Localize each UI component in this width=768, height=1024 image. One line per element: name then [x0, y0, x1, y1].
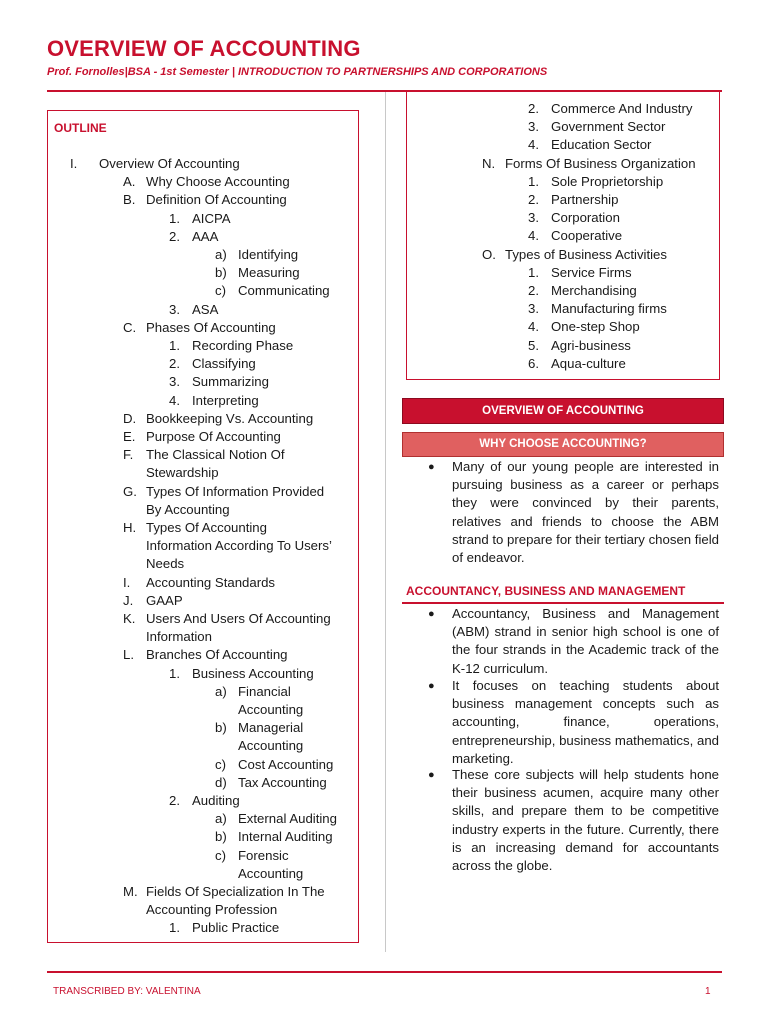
outline-item	[169, 392, 259, 410]
outline-item-marker: c)	[215, 283, 226, 299]
outline-continued-item-text: Types of Business Activities	[505, 246, 667, 262]
outline-continued-item-text: One-step Shop	[551, 319, 640, 335]
bullet-dot: ●	[428, 680, 435, 692]
outline-item-marker: d)	[215, 774, 227, 790]
outline-item	[123, 173, 290, 191]
outline-item-text: Accounting	[238, 738, 304, 754]
abm-bullet: These core subjects will help students hone their business acumen, acquire many other skills, and prepare them to be competitive industry experts in the future. Currently, there is an increasing demand for accountants across the globe.	[452, 767, 719, 874]
outline-item-marker: B.	[123, 192, 136, 208]
outline-item-text: The Classical Notion Of	[146, 447, 285, 463]
outline-item-marker: c)	[215, 756, 226, 772]
outline-continued-item-marker: 2.	[528, 192, 539, 207]
abm-heading: ACCOUNTANCY, BUSINESS AND MANAGEMENT	[406, 584, 686, 598]
outline-item-text: ASA	[192, 301, 219, 317]
outline-item-marker: a)	[215, 683, 227, 699]
outline-item-marker: 2.	[169, 356, 180, 372]
outline-item-text: Branches Of Accounting	[146, 647, 288, 663]
outline-item	[238, 865, 303, 883]
section-subtitle-bar: WHY CHOOSE ACCOUNTING?	[402, 432, 724, 457]
outline-item-text: Bookkeeping Vs. Accounting	[146, 410, 314, 426]
footer-rule	[47, 971, 722, 973]
outline-item-text: Tax Accounting	[238, 774, 327, 790]
outline-item	[123, 446, 285, 464]
outline-continued-item	[528, 355, 626, 373]
outline-item	[123, 610, 331, 628]
outline-item-marker: I.	[70, 156, 78, 171]
outline-item-text: Purpose Of Accounting	[146, 429, 281, 444]
outline-continued-item-marker: 4.	[528, 319, 539, 335]
outline-item	[123, 483, 325, 501]
outline-item-marker: c)	[215, 847, 226, 863]
outline-item-text: External Auditing	[238, 811, 337, 827]
outline-item-text: Classifying	[192, 356, 256, 372]
outline-item	[146, 555, 184, 573]
outline-item-text: Internal Auditing	[238, 829, 333, 845]
outline-item	[238, 737, 303, 755]
outline-item	[123, 574, 276, 592]
outline-item-marker: 1.	[169, 338, 180, 353]
outline-continued-item-marker: 2.	[528, 283, 539, 298]
outline-item	[123, 319, 276, 337]
outline-item	[123, 883, 325, 901]
outline-continued-item-marker: O.	[482, 246, 496, 262]
outline-continued-item-marker: 2.	[528, 101, 539, 116]
outline-item-marker: 2.	[169, 793, 180, 808]
outline-item	[215, 756, 334, 774]
outline-item-text: GAAP	[146, 592, 183, 608]
outline-item-marker: b)	[215, 265, 227, 281]
outline-item-text: Accounting	[238, 702, 304, 717]
outline-item-text: Needs	[146, 556, 185, 572]
outline-item	[146, 901, 277, 919]
outline-item-text: Cost Accounting	[238, 756, 334, 772]
outline-continued-item	[528, 282, 637, 300]
outline-item-marker: 3.	[169, 374, 180, 390]
outline-continued-item	[482, 155, 696, 173]
outline-continued-item-marker: 5.	[528, 337, 539, 353]
outline-item-text: Auditing	[192, 793, 240, 808]
outline-item-marker: I.	[123, 574, 131, 590]
outline-continued-item	[482, 246, 667, 264]
outline-continued-item	[528, 318, 640, 336]
outline-item-text: Business Accounting	[192, 665, 314, 681]
outline-item-text: Users And Users Of Accounting	[146, 611, 331, 626]
outline-item	[169, 355, 256, 373]
outline-item-marker: 3.	[169, 301, 180, 317]
outline-continued-item-text: Service Firms	[551, 264, 632, 280]
outline-item	[169, 665, 314, 683]
outline-item-marker: H.	[123, 520, 137, 535]
outline-item-marker: b)	[215, 829, 227, 845]
outline-item	[123, 592, 183, 610]
outline-item	[215, 828, 333, 846]
outline-item-text: Interpreting	[192, 392, 259, 408]
outline-item-text: Accounting Profession	[146, 902, 278, 918]
outline-heading: OUTLINE	[54, 121, 107, 135]
outline-item-text: Forensic	[238, 847, 289, 863]
outline-continued-item	[528, 300, 667, 318]
outline-continued-item	[528, 264, 632, 282]
outline-item	[123, 428, 281, 446]
outline-continued-item-marker: 4.	[528, 228, 539, 244]
outline-item	[169, 792, 240, 810]
outline-continued-item	[528, 337, 631, 355]
outline-item-text: Phases Of Accounting	[146, 319, 276, 335]
outline-item-text: Measuring	[238, 265, 300, 281]
bullet-dot: ●	[428, 461, 435, 473]
outline-continued-item-text: Merchandising	[551, 283, 637, 298]
outline-item-text: AAA	[192, 228, 219, 244]
outline-item-marker: F.	[123, 447, 134, 463]
outline-continued-item	[528, 191, 619, 209]
outline-item	[70, 155, 240, 173]
column-divider	[385, 92, 386, 952]
outline-continued-item-marker: 4.	[528, 137, 539, 153]
outline-item-marker: 4.	[169, 392, 180, 408]
outline-item-text: Accounting Standards	[146, 574, 276, 590]
outline-item	[215, 282, 330, 300]
outline-item-text: Information According To Users’	[146, 538, 332, 554]
outline-item-text: Types Of Accounting	[146, 520, 267, 535]
why-bullet: Many of our young people are interested in pursuing business as a career or perhaps they were convinced by their parents, relatives and friends to choose the ABM strand to prepare for their tertiary chosen field of endeavor.	[452, 459, 719, 566]
abm-bullet: Accountancy, Business and Management (ABM) strand in senior high school is one of the four strands in the Academic track of the K-12 curriculum.	[452, 606, 719, 676]
outline-item	[169, 210, 231, 228]
outline-item-text: Recording Phase	[192, 338, 294, 353]
outline-item-marker: a)	[215, 811, 227, 827]
outline-continued-item-marker: 1.	[528, 264, 539, 280]
outline-item-marker: b)	[215, 720, 227, 736]
outline-item	[123, 191, 287, 209]
outline-item-marker: a)	[215, 247, 227, 262]
outline-continued-item	[528, 118, 666, 136]
outline-continued-item-text: Partnership	[551, 192, 619, 207]
footer-transcriber: TRANSCRIBED BY: VALENTINA	[53, 986, 201, 997]
outline-item-text: Public Practice	[192, 920, 280, 936]
outline-item	[215, 847, 289, 865]
outline-continued-item-text: Aqua-culture	[551, 355, 626, 371]
abm-heading-rule	[402, 602, 724, 604]
outline-item	[215, 719, 304, 737]
outline-continued-item-marker: 6.	[528, 355, 539, 371]
outline-item-marker: 2.	[169, 228, 180, 244]
outline-continued-item-marker: 3.	[528, 119, 539, 135]
outline-continued-item-text: Manufacturing firms	[551, 301, 667, 317]
outline-item-marker: E.	[123, 429, 136, 444]
outline-item-text: Identifying	[238, 247, 299, 262]
outline-item-text: AICPA	[192, 210, 231, 226]
outline-continued-item-text: Cooperative	[551, 228, 623, 244]
outline-item-text: Information	[146, 629, 212, 645]
page-number: 1	[705, 986, 711, 997]
abm-bullet: It focuses on teaching students about business management concepts such as accounting, finance, operations, entrepreneurship, business mathematics, and marketing.	[452, 678, 719, 766]
outline-item-marker: L.	[123, 647, 134, 663]
outline-continued-item-text: Agri-business	[551, 337, 631, 353]
outline-item	[169, 919, 280, 937]
outline-item	[123, 410, 314, 428]
outline-item-text: Definition Of Accounting	[146, 192, 287, 208]
outline-item	[169, 301, 219, 319]
outline-item-text: Accounting	[238, 865, 304, 881]
outline-item	[215, 264, 300, 282]
outline-item-marker: G.	[123, 483, 137, 499]
outline-item-marker: K.	[123, 611, 136, 626]
outline-continued-item-marker: N.	[482, 155, 496, 171]
outline-continued-item	[528, 136, 652, 154]
outline-item	[146, 628, 212, 646]
outline-continued-item-text: Government Sector	[551, 119, 666, 135]
outline-continued-item-text: Sole Proprietorship	[551, 173, 664, 189]
bullet-dot: ●	[428, 608, 435, 620]
outline-item-text: By Accounting	[146, 501, 230, 517]
outline-continued-item-text: Commerce And Industry	[551, 101, 693, 116]
outline-item-marker: J.	[123, 592, 134, 608]
outline-item-marker: M.	[123, 884, 138, 899]
outline-item-marker: A.	[123, 174, 136, 190]
outline-item	[123, 646, 288, 664]
outline-item	[169, 228, 219, 246]
outline-item-text: Managerial	[238, 720, 304, 736]
outline-continued-item-marker: 1.	[528, 173, 539, 189]
outline-item-text: Types Of Information Provided	[146, 483, 325, 499]
section-title-bar: OVERVIEW OF ACCOUNTING	[402, 398, 724, 424]
outline-continued-item	[528, 100, 693, 118]
outline-item	[169, 373, 269, 391]
outline-item	[146, 537, 332, 555]
outline-item-marker: C.	[123, 319, 137, 335]
outline-item	[215, 774, 327, 792]
page-title: OVERVIEW OF ACCOUNTING	[47, 36, 361, 61]
outline-item-marker: 1.	[169, 920, 180, 936]
outline-item-marker: 1.	[169, 665, 180, 681]
outline-item-text: Overview Of Accounting	[99, 156, 240, 171]
outline-item-text: Communicating	[238, 283, 330, 299]
outline-continued-item	[528, 209, 620, 227]
outline-item-marker: D.	[123, 410, 137, 426]
outline-continued-item-marker: 3.	[528, 301, 539, 317]
outline-continued-item-text: Forms Of Business Organization	[505, 155, 696, 171]
outline-continued-item	[528, 227, 623, 245]
outline-item-text: Stewardship	[146, 465, 219, 481]
outline-item-text: Why Choose Accounting	[146, 174, 290, 190]
outline-item	[146, 464, 219, 482]
outline-continued-item-text: Education Sector	[551, 137, 652, 153]
outline-item	[146, 501, 230, 519]
outline-item-text: Summarizing	[192, 374, 269, 390]
bullet-dot: ●	[428, 769, 435, 781]
outline-item	[215, 246, 299, 264]
outline-continued-item-marker: 3.	[528, 210, 539, 226]
outline-item-text: Fields Of Specialization In The	[146, 884, 325, 899]
outline-item-marker: 1.	[169, 210, 180, 226]
outline-continued-item	[528, 173, 664, 191]
outline-item	[169, 337, 294, 355]
outline-continued-item-text: Corporation	[551, 210, 620, 226]
outline-item	[215, 810, 337, 828]
outline-item	[238, 701, 303, 719]
page-subtitle: Prof. Fornolles|BSA - 1st Semester | INTRODUCTION TO PARTNERSHIPS AND CORPORATIONS	[47, 66, 548, 78]
outline-item	[123, 519, 267, 537]
outline-item	[215, 683, 291, 701]
outline-item-text: Financial	[238, 683, 291, 699]
